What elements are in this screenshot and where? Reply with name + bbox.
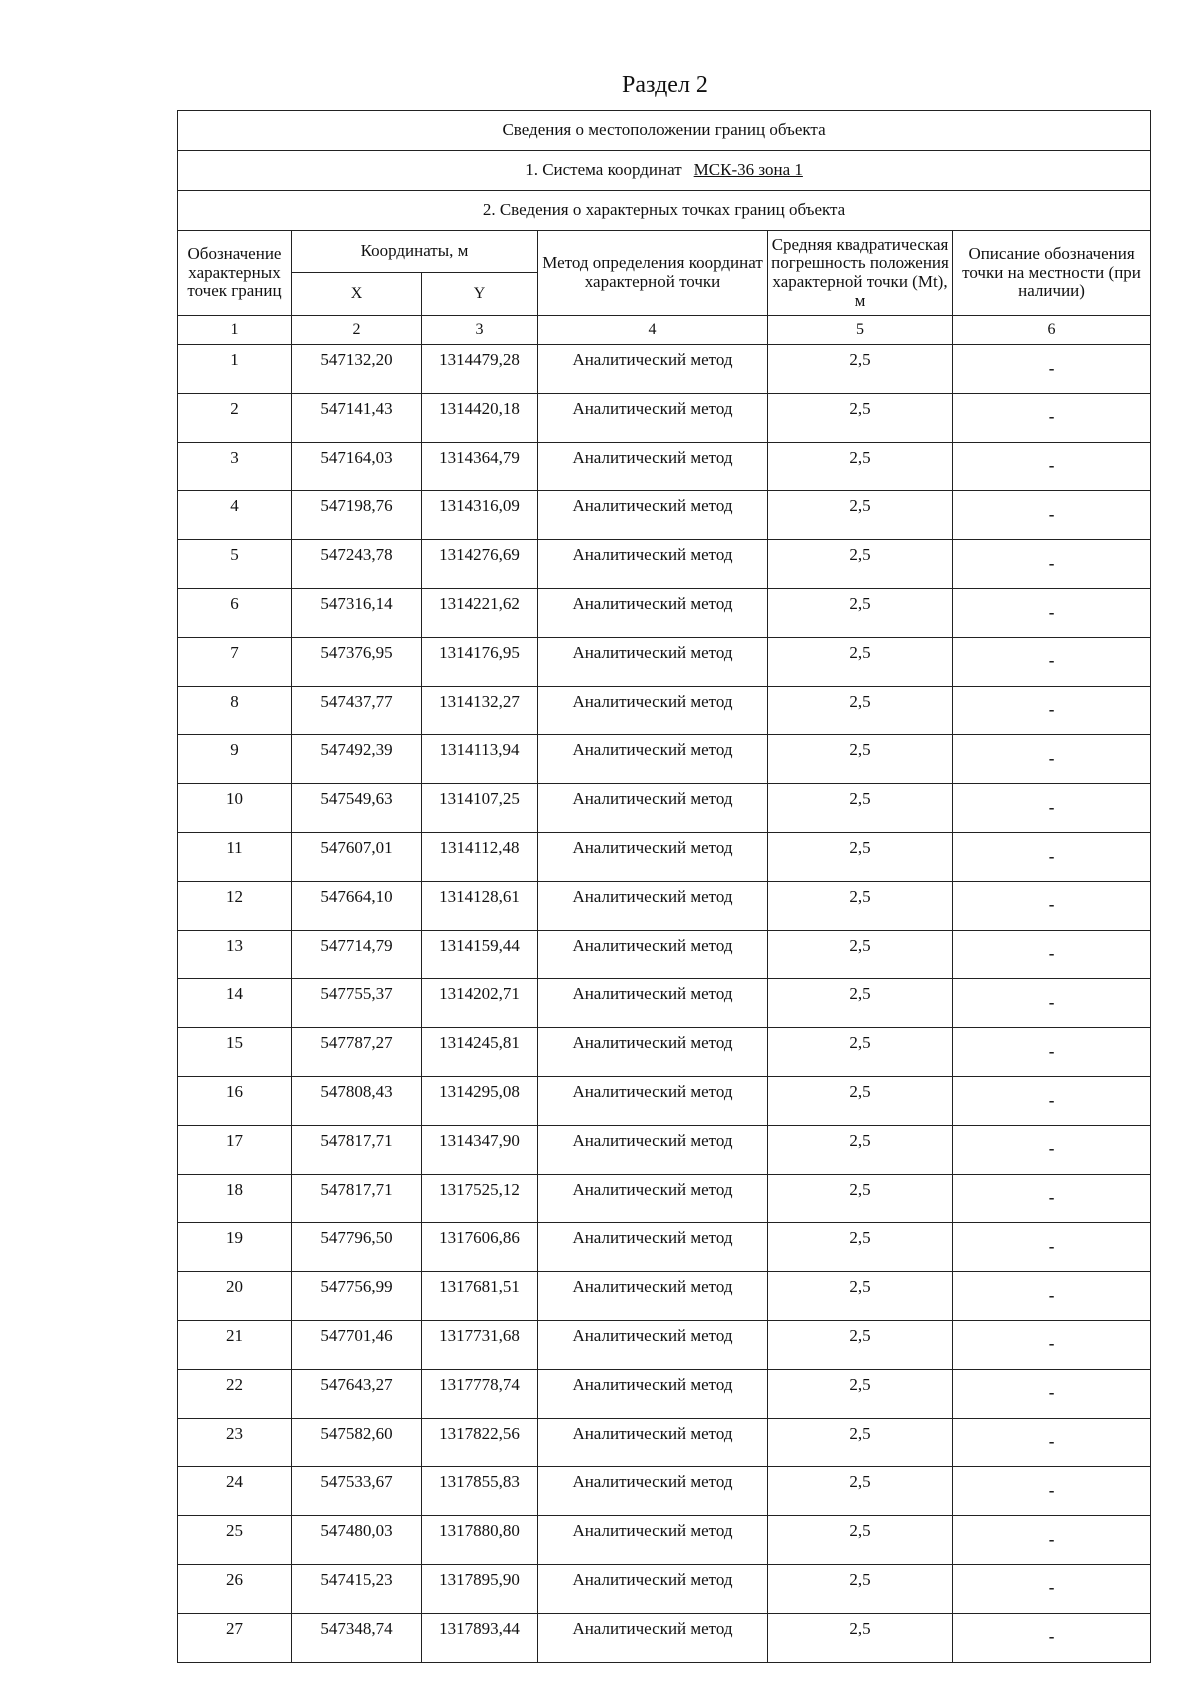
- method-cell: Аналитический метод: [538, 735, 768, 784]
- table-row: [178, 491, 1151, 540]
- method-cell: Аналитический метод: [538, 1418, 768, 1467]
- description-cell: -: [953, 735, 1151, 784]
- error-cell: 2,5: [768, 1516, 953, 1565]
- x-coordinate-cell: 547533,67: [292, 1467, 422, 1516]
- description-cell: -: [953, 393, 1151, 442]
- description-cell: -: [953, 1369, 1151, 1418]
- table-row: [178, 979, 1151, 1028]
- table-row: [178, 1564, 1151, 1613]
- description-cell: -: [953, 345, 1151, 394]
- x-coordinate-cell: 547316,14: [292, 588, 422, 637]
- point-number-cell: 18: [178, 1174, 292, 1223]
- error-cell: 2,5: [768, 881, 953, 930]
- method-cell: Аналитический метод: [538, 1076, 768, 1125]
- coordinate-system-label: 1. Система координат: [525, 160, 682, 180]
- point-number-cell: 8: [178, 686, 292, 735]
- description-cell: -: [953, 1516, 1151, 1565]
- x-coordinate-cell: 547198,76: [292, 491, 422, 540]
- y-coordinate-cell: 1317822,56: [422, 1418, 538, 1467]
- header-x: X: [292, 273, 422, 316]
- column-number: 4: [538, 316, 768, 345]
- point-number-cell: 12: [178, 881, 292, 930]
- y-coordinate-cell: 1317855,83: [422, 1467, 538, 1516]
- y-coordinate-cell: 1314420,18: [422, 393, 538, 442]
- method-cell: Аналитический метод: [538, 1320, 768, 1369]
- description-cell: -: [953, 1076, 1151, 1125]
- header-method: Метод определения координат характерной точки: [538, 231, 768, 316]
- x-coordinate-cell: 547817,71: [292, 1125, 422, 1174]
- table-row: [178, 1223, 1151, 1272]
- section-title: Раздел 2: [622, 72, 708, 98]
- table-row: [178, 1418, 1151, 1467]
- method-cell: Аналитический метод: [538, 1272, 768, 1321]
- method-cell: Аналитический метод: [538, 1174, 768, 1223]
- x-coordinate-cell: 547701,46: [292, 1320, 422, 1369]
- y-coordinate-cell: 1317525,12: [422, 1174, 538, 1223]
- description-cell: -: [953, 979, 1151, 1028]
- y-coordinate-cell: 1317880,80: [422, 1516, 538, 1565]
- y-coordinate-cell: 1314364,79: [422, 442, 538, 491]
- method-cell: Аналитический метод: [538, 393, 768, 442]
- points-title: 2. Сведения о характерных точках границ объекта: [178, 191, 1151, 231]
- x-coordinate-cell: 547582,60: [292, 1418, 422, 1467]
- table-row: [178, 1320, 1151, 1369]
- y-coordinate-cell: 1314159,44: [422, 930, 538, 979]
- table-row: [178, 686, 1151, 735]
- error-cell: 2,5: [768, 1028, 953, 1077]
- y-coordinate-cell: 1314316,09: [422, 491, 538, 540]
- table-title: Сведения о местоположении границ объекта: [178, 111, 1151, 151]
- error-cell: 2,5: [768, 491, 953, 540]
- x-coordinate-cell: 547817,71: [292, 1174, 422, 1223]
- table-row: [178, 881, 1151, 930]
- table-row: [178, 1613, 1151, 1662]
- x-coordinate-cell: 547808,43: [292, 1076, 422, 1125]
- column-number: 6: [953, 316, 1151, 345]
- table-row: [178, 930, 1151, 979]
- y-coordinate-cell: 1314347,90: [422, 1125, 538, 1174]
- y-coordinate-cell: 1317895,90: [422, 1564, 538, 1613]
- description-cell: -: [953, 686, 1151, 735]
- point-number-cell: 25: [178, 1516, 292, 1565]
- error-cell: 2,5: [768, 393, 953, 442]
- error-cell: 2,5: [768, 1564, 953, 1613]
- x-coordinate-cell: 547164,03: [292, 442, 422, 491]
- column-number-row: [178, 316, 1151, 345]
- x-coordinate-cell: 547756,99: [292, 1272, 422, 1321]
- header-y: Y: [422, 273, 538, 316]
- point-number-cell: 14: [178, 979, 292, 1028]
- point-number-cell: 4: [178, 491, 292, 540]
- error-cell: 2,5: [768, 637, 953, 686]
- description-cell: -: [953, 1125, 1151, 1174]
- y-coordinate-cell: 1314202,71: [422, 979, 538, 1028]
- method-cell: Аналитический метод: [538, 637, 768, 686]
- y-coordinate-cell: 1314132,27: [422, 686, 538, 735]
- method-cell: Аналитический метод: [538, 979, 768, 1028]
- method-cell: Аналитический метод: [538, 1564, 768, 1613]
- table-row: [178, 393, 1151, 442]
- table-row: [178, 1369, 1151, 1418]
- description-cell: -: [953, 930, 1151, 979]
- table-row: [178, 735, 1151, 784]
- error-cell: 2,5: [768, 930, 953, 979]
- point-number-cell: 26: [178, 1564, 292, 1613]
- y-coordinate-cell: 1317731,68: [422, 1320, 538, 1369]
- method-cell: Аналитический метод: [538, 540, 768, 589]
- method-cell: Аналитический метод: [538, 1028, 768, 1077]
- description-cell: -: [953, 491, 1151, 540]
- error-cell: 2,5: [768, 832, 953, 881]
- point-number-cell: 3: [178, 442, 292, 491]
- table-row: [178, 1272, 1151, 1321]
- y-coordinate-cell: 1317893,44: [422, 1613, 538, 1662]
- point-number-cell: 22: [178, 1369, 292, 1418]
- description-cell: -: [953, 637, 1151, 686]
- error-cell: 2,5: [768, 1125, 953, 1174]
- error-cell: 2,5: [768, 588, 953, 637]
- y-coordinate-cell: 1314221,62: [422, 588, 538, 637]
- point-number-cell: 11: [178, 832, 292, 881]
- point-number-cell: 16: [178, 1076, 292, 1125]
- error-cell: 2,5: [768, 442, 953, 491]
- method-cell: Аналитический метод: [538, 442, 768, 491]
- boundary-table: [177, 110, 1151, 1663]
- y-coordinate-cell: 1314113,94: [422, 735, 538, 784]
- description-cell: -: [953, 1174, 1151, 1223]
- x-coordinate-cell: 547376,95: [292, 637, 422, 686]
- description-cell: -: [953, 784, 1151, 833]
- y-coordinate-cell: 1314479,28: [422, 345, 538, 394]
- description-cell: -: [953, 1564, 1151, 1613]
- y-coordinate-cell: 1314295,08: [422, 1076, 538, 1125]
- method-cell: Аналитический метод: [538, 1613, 768, 1662]
- error-cell: 2,5: [768, 345, 953, 394]
- error-cell: 2,5: [768, 686, 953, 735]
- table-row: [178, 1028, 1151, 1077]
- x-coordinate-cell: 547664,10: [292, 881, 422, 930]
- x-coordinate-cell: 547348,74: [292, 1613, 422, 1662]
- coordinate-system-row: [178, 151, 1151, 191]
- point-number-cell: 27: [178, 1613, 292, 1662]
- y-coordinate-cell: 1314128,61: [422, 881, 538, 930]
- description-cell: -: [953, 832, 1151, 881]
- table-row: [178, 588, 1151, 637]
- method-cell: Аналитический метод: [538, 491, 768, 540]
- method-cell: Аналитический метод: [538, 345, 768, 394]
- column-number: 5: [768, 316, 953, 345]
- x-coordinate-cell: 547714,79: [292, 930, 422, 979]
- x-coordinate-cell: 547492,39: [292, 735, 422, 784]
- table-row: [178, 442, 1151, 491]
- coordinate-system-value: МСК-36 зона 1: [693, 160, 803, 180]
- x-coordinate-cell: 547243,78: [292, 540, 422, 589]
- y-coordinate-cell: 1317606,86: [422, 1223, 538, 1272]
- error-cell: 2,5: [768, 1467, 953, 1516]
- error-cell: 2,5: [768, 1369, 953, 1418]
- header-error: Средняя квадратическая погрешность положения характерной точки (Mt), м: [768, 231, 953, 316]
- table-row: [178, 637, 1151, 686]
- x-coordinate-cell: 547141,43: [292, 393, 422, 442]
- error-cell: 2,5: [768, 1223, 953, 1272]
- point-number-cell: 2: [178, 393, 292, 442]
- error-cell: 2,5: [768, 1076, 953, 1125]
- x-coordinate-cell: 547437,77: [292, 686, 422, 735]
- x-coordinate-cell: 547415,23: [292, 1564, 422, 1613]
- x-coordinate-cell: 547480,03: [292, 1516, 422, 1565]
- error-cell: 2,5: [768, 540, 953, 589]
- description-cell: -: [953, 540, 1151, 589]
- x-coordinate-cell: 547787,27: [292, 1028, 422, 1077]
- x-coordinate-cell: 547755,37: [292, 979, 422, 1028]
- error-cell: 2,5: [768, 1320, 953, 1369]
- x-coordinate-cell: 547549,63: [292, 784, 422, 833]
- table-row: [178, 784, 1151, 833]
- description-cell: -: [953, 1223, 1151, 1272]
- x-coordinate-cell: 547132,20: [292, 345, 422, 394]
- header-coordinates: Координаты, м: [292, 231, 538, 273]
- point-number-cell: 10: [178, 784, 292, 833]
- point-number-cell: 1: [178, 345, 292, 394]
- method-cell: Аналитический метод: [538, 588, 768, 637]
- description-cell: -: [953, 1320, 1151, 1369]
- method-cell: Аналитический метод: [538, 1467, 768, 1516]
- table-row: [178, 1467, 1151, 1516]
- error-cell: 2,5: [768, 735, 953, 784]
- description-cell: -: [953, 1467, 1151, 1516]
- description-cell: -: [953, 1613, 1151, 1662]
- x-coordinate-cell: 547607,01: [292, 832, 422, 881]
- error-cell: 2,5: [768, 1613, 953, 1662]
- method-cell: Аналитический метод: [538, 1369, 768, 1418]
- point-number-cell: 6: [178, 588, 292, 637]
- method-cell: Аналитический метод: [538, 832, 768, 881]
- method-cell: Аналитический метод: [538, 1223, 768, 1272]
- method-cell: Аналитический метод: [538, 1516, 768, 1565]
- description-cell: -: [953, 1028, 1151, 1077]
- method-cell: Аналитический метод: [538, 686, 768, 735]
- point-number-cell: 5: [178, 540, 292, 589]
- point-number-cell: 9: [178, 735, 292, 784]
- table-row: [178, 832, 1151, 881]
- description-cell: -: [953, 588, 1151, 637]
- header-description: Описание обозначения точки на местности (при наличии): [953, 231, 1151, 316]
- point-number-cell: 19: [178, 1223, 292, 1272]
- method-cell: Аналитический метод: [538, 881, 768, 930]
- error-cell: 2,5: [768, 1174, 953, 1223]
- error-cell: 2,5: [768, 784, 953, 833]
- y-coordinate-cell: 1314245,81: [422, 1028, 538, 1077]
- description-cell: -: [953, 442, 1151, 491]
- point-number-cell: 15: [178, 1028, 292, 1077]
- table-row: [178, 1125, 1151, 1174]
- table-row: [178, 1174, 1151, 1223]
- column-number: 2: [292, 316, 422, 345]
- description-cell: -: [953, 881, 1151, 930]
- point-number-cell: 21: [178, 1320, 292, 1369]
- table-row: [178, 345, 1151, 394]
- table-row: [178, 1516, 1151, 1565]
- method-cell: Аналитический метод: [538, 784, 768, 833]
- description-cell: -: [953, 1418, 1151, 1467]
- y-coordinate-cell: 1314276,69: [422, 540, 538, 589]
- error-cell: 2,5: [768, 979, 953, 1028]
- y-coordinate-cell: 1317778,74: [422, 1369, 538, 1418]
- point-number-cell: 20: [178, 1272, 292, 1321]
- point-number-cell: 24: [178, 1467, 292, 1516]
- column-number: 1: [178, 316, 292, 345]
- column-number: 3: [422, 316, 538, 345]
- y-coordinate-cell: 1314112,48: [422, 832, 538, 881]
- description-cell: -: [953, 1272, 1151, 1321]
- x-coordinate-cell: 547643,27: [292, 1369, 422, 1418]
- point-number-cell: 23: [178, 1418, 292, 1467]
- x-coordinate-cell: 547796,50: [292, 1223, 422, 1272]
- method-cell: Аналитический метод: [538, 1125, 768, 1174]
- point-number-cell: 17: [178, 1125, 292, 1174]
- y-coordinate-cell: 1314176,95: [422, 637, 538, 686]
- point-number-cell: 7: [178, 637, 292, 686]
- y-coordinate-cell: 1317681,51: [422, 1272, 538, 1321]
- method-cell: Аналитический метод: [538, 930, 768, 979]
- point-number-cell: 13: [178, 930, 292, 979]
- table-row: [178, 540, 1151, 589]
- y-coordinate-cell: 1314107,25: [422, 784, 538, 833]
- header-designation: Обозначение характерных точек границ: [178, 231, 292, 316]
- error-cell: 2,5: [768, 1418, 953, 1467]
- table-row: [178, 1076, 1151, 1125]
- error-cell: 2,5: [768, 1272, 953, 1321]
